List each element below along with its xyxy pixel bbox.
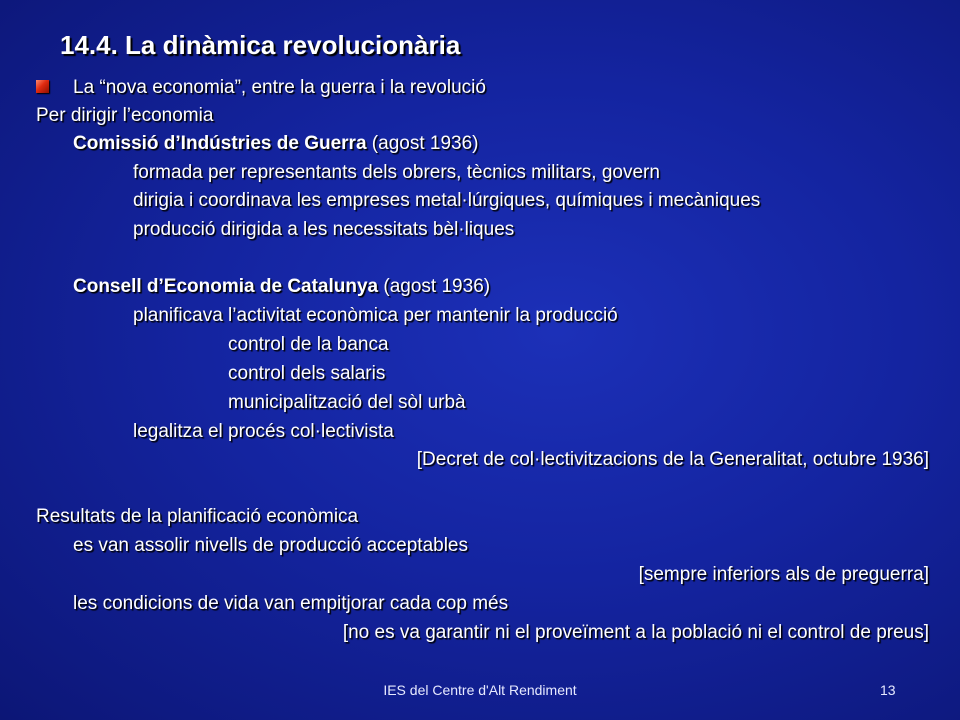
council-subdetail: control de la banca — [228, 334, 389, 355]
council-subdetail: municipalització del sòl urbà — [228, 392, 466, 413]
bullet-icon — [36, 80, 49, 93]
footer-text: IES del Centre d'Alt Rendiment — [383, 682, 577, 698]
section-heading-direction: Per dirigir l’economia — [36, 105, 214, 126]
results-note: [sempre inferiors als de preguerra] — [638, 564, 929, 585]
page-number: 13 — [880, 682, 896, 698]
council-date: (agost 1936) — [378, 276, 491, 297]
results-note: [no es va garantir ni el proveïment a la població ni el control de preus] — [342, 622, 929, 643]
decree-note: [Decret de col·lectivitzacions de la Generalitat, octubre 1936] — [416, 449, 929, 470]
council-subdetail: control dels salaris — [228, 363, 386, 384]
commission-heading — [73, 133, 479, 155]
council-detail: legalitza el procés col·lectivista — [133, 421, 394, 442]
subtitle-line: La “nova economia”, entre la guerra i la revolució — [73, 77, 486, 98]
results-detail: es van assolir nivells de producció acceptables — [73, 535, 468, 556]
commission-detail: producció dirigida a les necessitats bèl·liques — [133, 219, 515, 240]
commission-name: Comissió d’Indústries de Guerra — [73, 133, 367, 154]
commission-detail: dirigia i coordinava les empreses metal·lúrgiques, químiques i mecàniques — [133, 190, 761, 211]
council-heading — [73, 276, 490, 298]
council-detail: planificava l’activitat econòmica per mantenir la producció — [133, 305, 618, 326]
commission-detail: formada per representants dels obrers, tècnics militars, govern — [133, 162, 660, 183]
slide-title: 14.4. La dinàmica revolucionària — [60, 30, 461, 60]
results-detail: les condicions de vida van empitjorar cada cop més — [73, 593, 509, 614]
council-name: Consell d’Economia de Catalunya — [73, 276, 379, 297]
section-heading-results: Resultats de la planificació econòmica — [36, 506, 359, 527]
commission-date: (agost 1936) — [366, 133, 479, 154]
